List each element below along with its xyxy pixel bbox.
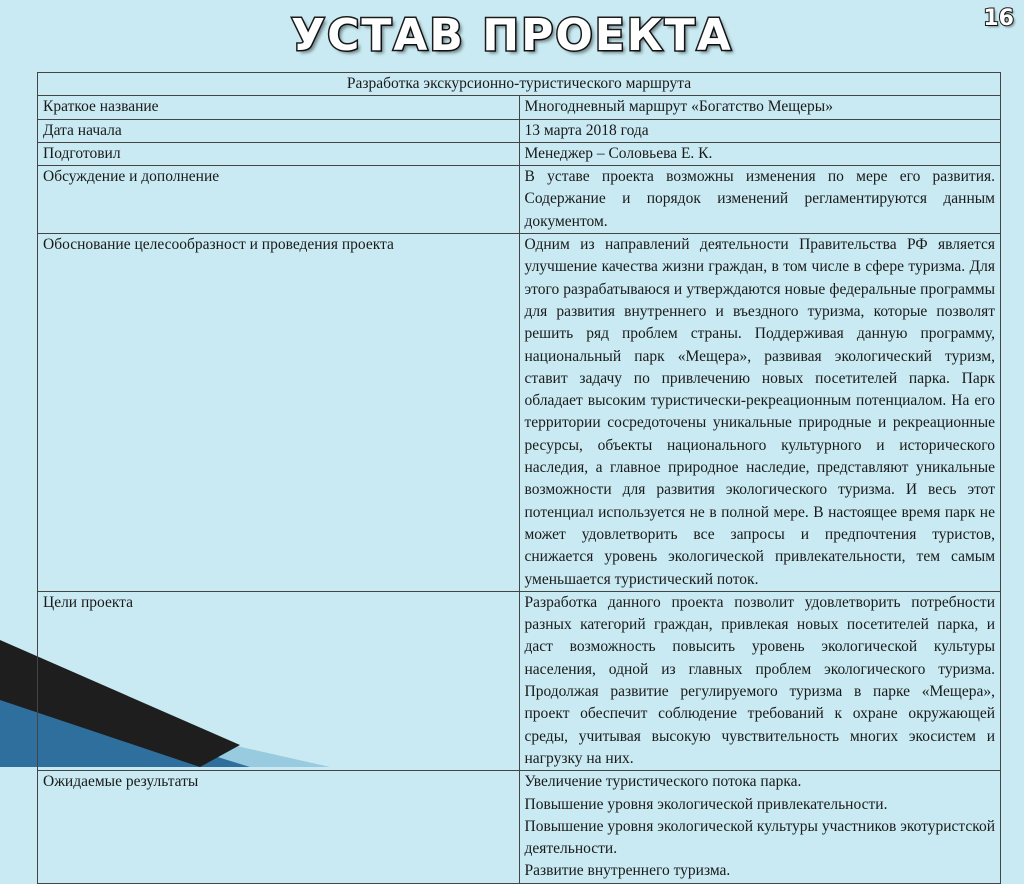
charter-table-container bbox=[37, 72, 1001, 884]
table-row bbox=[38, 166, 1001, 234]
table-header-row bbox=[38, 73, 1001, 96]
table-row bbox=[38, 142, 1001, 165]
row-value: Многодневный маршрут «Богатство Мещеры» bbox=[519, 96, 1001, 119]
row-label: Подготовил bbox=[38, 142, 520, 165]
row-label: Обоснование целесообразност и проведения проекта bbox=[38, 234, 520, 592]
result-item: Повышение уровня экологической привлекательности. bbox=[524, 795, 888, 813]
charter-table bbox=[37, 72, 1001, 884]
row-label: Обсуждение и дополнение bbox=[38, 166, 520, 234]
row-label: Дата начала bbox=[38, 119, 520, 142]
table-header: Разработка экскурсионно-туристического маршрута bbox=[38, 73, 1001, 96]
result-item: Развитие внутреннего туризма. bbox=[524, 862, 731, 880]
row-value: Одним из направлений деятельности Правительства РФ является улучшение качества жизни граждан, в том числе в сфере туризма. Для этого разрабатываюся и утверждаются новые федеральные программы для развития внутреннего и въездного туризма, которые позволят решить ряд проблем страны. Поддерживая данную программу, национальный парк «Мещера», развивая экологический туризм, ставит задачу по привлечению новых посетителей парка. Парк обладает высоким туристически-рекреационным потенциалом. На его территории сосредоточены уникальные природные и рекреационные ресурсы, объекты национального культурного и исторического наследия, а главное природное наследие, представляют уникальные возможности для развития экологического туризма. И весь этот потенциал используется не в полной мере. В настоящее время парк не может удовлетворить все запросы и предпочтения туристов, снижается уровень экологической привлекательности, тем самым уменьшается туристический поток. bbox=[519, 234, 1001, 592]
page-number: 16 bbox=[983, 6, 1014, 31]
table-row bbox=[38, 119, 1001, 142]
row-value: Менеджер – Соловьева Е. К. bbox=[519, 142, 1001, 165]
table-row bbox=[38, 771, 1001, 883]
table-row bbox=[38, 234, 1001, 592]
row-label: Краткое название bbox=[38, 96, 520, 119]
row-label: Ожидаемые результаты bbox=[38, 771, 520, 883]
result-item: Повышение уровня экологической культуры участников экотуристской деятельности. bbox=[524, 817, 996, 858]
table-row bbox=[38, 591, 1001, 770]
row-value: Разработка данного проекта позволит удовлетворить потребности разных категорий граждан, привлекая новых посетителей парка, и даст возможность повысить уровень экологической культуры населения, одной из главных проблем экологического туризма. Продолжая развитие регулируемого туризма в парке «Мещера», проект обеспечит соблюдение требований к охране окружающей среды, учитывая высокую чувствительность многих экосистем и нагрузку на них. bbox=[519, 591, 1001, 770]
row-label: Цели проекта bbox=[38, 591, 520, 770]
row-value-list bbox=[519, 771, 1001, 883]
row-value: 13 марта 2018 года bbox=[519, 119, 1001, 142]
table-row bbox=[38, 96, 1001, 119]
page-title: УСТАВ ПРОЕКТА bbox=[291, 10, 733, 61]
result-item: Увеличение туристического потока парка. bbox=[524, 773, 802, 791]
row-value: В уставе проекта возможны изменения по мере его развития. Содержание и порядок изменений регламентируются данным документом. bbox=[519, 166, 1001, 234]
